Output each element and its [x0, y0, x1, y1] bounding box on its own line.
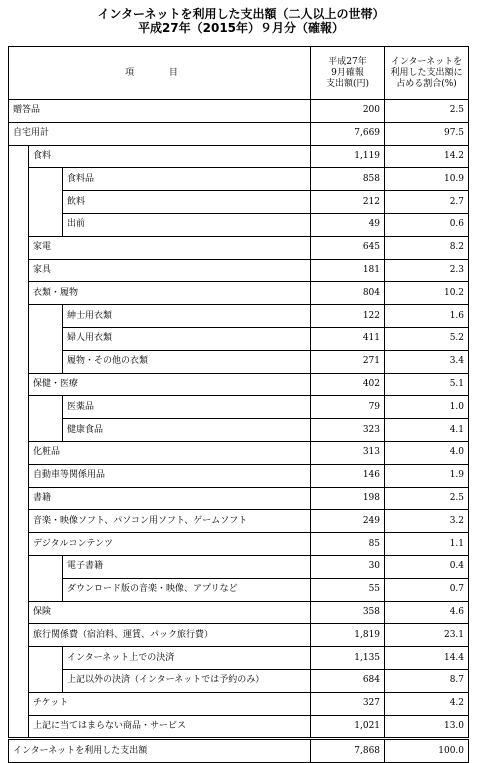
row-amount: 645: [311, 236, 385, 259]
indent-cell: [29, 327, 63, 350]
indent-cell: [9, 305, 29, 328]
indent-cell: [9, 350, 29, 373]
table-row: [9, 236, 469, 259]
row-amount: 684: [311, 669, 385, 692]
table-row: [9, 327, 469, 350]
page-subtitle: 平成27年（2015年）９月分（確報）: [137, 21, 345, 35]
table-row: [9, 533, 469, 556]
row-share: 2.3: [385, 259, 469, 282]
row-label: 贈答品: [9, 100, 311, 123]
table-row: [9, 647, 469, 670]
indent-cell: [9, 145, 29, 168]
row-share: 1.9: [385, 464, 469, 487]
indent-cell: [9, 259, 29, 282]
indent-cell: [29, 168, 63, 191]
indent-cell: [9, 647, 29, 670]
expenditure-table: [8, 46, 469, 763]
indent-cell: [29, 305, 63, 328]
row-amount: 858: [311, 168, 385, 191]
indent-cell: [9, 487, 29, 510]
table-row: [9, 373, 469, 396]
row-amount: 1,135: [311, 647, 385, 670]
row-amount: 411: [311, 327, 385, 350]
row-label: 家電: [29, 236, 311, 259]
table-row: [9, 669, 469, 692]
indent-cell: [9, 327, 29, 350]
row-share: 97.5: [385, 122, 469, 145]
table-header-row: [9, 47, 469, 100]
row-amount: 1,021: [311, 715, 385, 739]
row-label: デジタルコンテンツ: [29, 533, 311, 556]
indent-cell: [9, 533, 29, 556]
row-label: 自動車等関係用品: [29, 464, 311, 487]
row-share: 1.6: [385, 305, 469, 328]
row-amount: 402: [311, 373, 385, 396]
row-share: 3.4: [385, 350, 469, 373]
indent-cell: [9, 715, 29, 739]
row-label: 電子書籍: [63, 555, 311, 578]
indent-cell: [9, 441, 29, 464]
row-label: 食料品: [63, 168, 311, 191]
indent-cell: [9, 168, 29, 191]
row-amount: 327: [311, 692, 385, 715]
header-share: インターネットを 利用した支出額に 占める割合(%): [385, 47, 469, 100]
row-share: 4.6: [385, 601, 469, 624]
row-label: インターネットを利用した支出額: [9, 739, 311, 763]
indent-cell: [9, 510, 29, 533]
row-share: 14.4: [385, 647, 469, 670]
row-share: 23.1: [385, 624, 469, 647]
row-share: 0.4: [385, 555, 469, 578]
indent-cell: [29, 396, 63, 419]
table-row: [9, 100, 469, 123]
table-row: [9, 578, 469, 601]
indent-cell: [29, 555, 63, 578]
row-label: ダウンロード版の音楽・映像、アプリなど: [63, 578, 311, 601]
row-label: 健康食品: [63, 419, 311, 442]
row-amount: 323: [311, 419, 385, 442]
row-amount: 79: [311, 396, 385, 419]
row-amount: 271: [311, 350, 385, 373]
table-row: [9, 419, 469, 442]
row-share: 10.9: [385, 168, 469, 191]
table-row: [9, 487, 469, 510]
row-label: 婦人用衣類: [63, 327, 311, 350]
row-share: 5.2: [385, 327, 469, 350]
indent-cell: [9, 624, 29, 647]
row-amount: 804: [311, 282, 385, 305]
indent-cell: [9, 578, 29, 601]
indent-cell: [9, 396, 29, 419]
table-row: [9, 555, 469, 578]
table-row: [9, 350, 469, 373]
row-label: 履物・その他の衣類: [63, 350, 311, 373]
row-share: 2.7: [385, 191, 469, 214]
row-share: 0.7: [385, 578, 469, 601]
table-row: [9, 396, 469, 419]
row-amount: 30: [311, 555, 385, 578]
table-row: [9, 305, 469, 328]
table-row: [9, 213, 469, 236]
indent-cell: [29, 578, 63, 601]
indent-cell: [9, 601, 29, 624]
row-amount: 358: [311, 601, 385, 624]
row-share: 10.2: [385, 282, 469, 305]
table-row: [9, 122, 469, 145]
row-amount: 85: [311, 533, 385, 556]
indent-cell: [9, 213, 29, 236]
row-amount: 198: [311, 487, 385, 510]
row-amount: 122: [311, 305, 385, 328]
row-share: 13.0: [385, 715, 469, 739]
row-label: 書籍: [29, 487, 311, 510]
table-row: [9, 282, 469, 305]
row-label: 保険: [29, 601, 311, 624]
row-label: チケット: [29, 692, 311, 715]
table-row: [9, 259, 469, 282]
indent-cell: [9, 191, 29, 214]
indent-cell: [9, 464, 29, 487]
indent-cell: [9, 282, 29, 305]
indent-cell: [29, 647, 63, 670]
row-label: 自宅用計: [9, 122, 311, 145]
row-share: 2.5: [385, 487, 469, 510]
row-amount: 146: [311, 464, 385, 487]
row-share: 1.1: [385, 533, 469, 556]
table-row: [9, 692, 469, 715]
indent-cell: [9, 669, 29, 692]
row-label: 上記以外の決済（インターネットでは予約のみ）: [63, 669, 311, 692]
row-label: 医薬品: [63, 396, 311, 419]
table-row: [9, 464, 469, 487]
row-amount: 313: [311, 441, 385, 464]
row-label: 飲料: [63, 191, 311, 214]
row-label: 食料: [29, 145, 311, 168]
row-label: 出前: [63, 213, 311, 236]
row-amount: 7,669: [311, 122, 385, 145]
row-amount: 249: [311, 510, 385, 533]
row-amount: 1,819: [311, 624, 385, 647]
header-item: 項 目: [9, 47, 311, 100]
row-share: 8.2: [385, 236, 469, 259]
row-amount: 181: [311, 259, 385, 282]
row-share: 1.0: [385, 396, 469, 419]
row-amount: 212: [311, 191, 385, 214]
row-label: 家具: [29, 259, 311, 282]
row-amount: 7,868: [311, 739, 385, 763]
row-share: 5.1: [385, 373, 469, 396]
page-title: インターネットを利用した支出額（二人以上の世帯）: [97, 7, 385, 21]
table-row: [9, 624, 469, 647]
row-share: 8.7: [385, 669, 469, 692]
indent-cell: [9, 373, 29, 396]
row-share: 0.6: [385, 213, 469, 236]
row-share: 4.1: [385, 419, 469, 442]
table-row: [9, 715, 469, 739]
table-row: [9, 168, 469, 191]
row-amount: 49: [311, 213, 385, 236]
row-share: 100.0: [385, 739, 469, 763]
indent-cell: [9, 419, 29, 442]
row-label: 化粧品: [29, 441, 311, 464]
row-amount: 200: [311, 100, 385, 123]
row-amount: 55: [311, 578, 385, 601]
indent-cell: [29, 419, 63, 442]
indent-cell: [29, 350, 63, 373]
table-row: [9, 601, 469, 624]
table-row: [9, 510, 469, 533]
row-label: 衣類・履物: [29, 282, 311, 305]
row-label: 紳士用衣類: [63, 305, 311, 328]
indent-cell: [29, 669, 63, 692]
table-row: [9, 145, 469, 168]
indent-cell: [9, 692, 29, 715]
row-share: 2.5: [385, 100, 469, 123]
row-amount: 1,119: [311, 145, 385, 168]
row-share: 14.2: [385, 145, 469, 168]
row-label: 旅行関係費（宿泊料、運賃、パック旅行費）: [29, 624, 311, 647]
table-row: [9, 441, 469, 464]
indent-cell: [9, 236, 29, 259]
row-label: インターネット上での決済: [63, 647, 311, 670]
table-row: [9, 739, 469, 763]
row-share: 4.2: [385, 692, 469, 715]
row-label: 保健・医療: [29, 373, 311, 396]
indent-cell: [29, 213, 63, 236]
indent-cell: [29, 191, 63, 214]
table-row: [9, 191, 469, 214]
row-label: 音楽・映像ソフト、パソコン用ソフト、ゲームソフト: [29, 510, 311, 533]
header-amount: 平成27年 9月確報 支出額(円): [311, 47, 385, 100]
row-label: 上記に当てはまらない商品・サービス: [29, 715, 311, 739]
indent-cell: [9, 555, 29, 578]
row-share: 4.0: [385, 441, 469, 464]
row-share: 3.2: [385, 510, 469, 533]
